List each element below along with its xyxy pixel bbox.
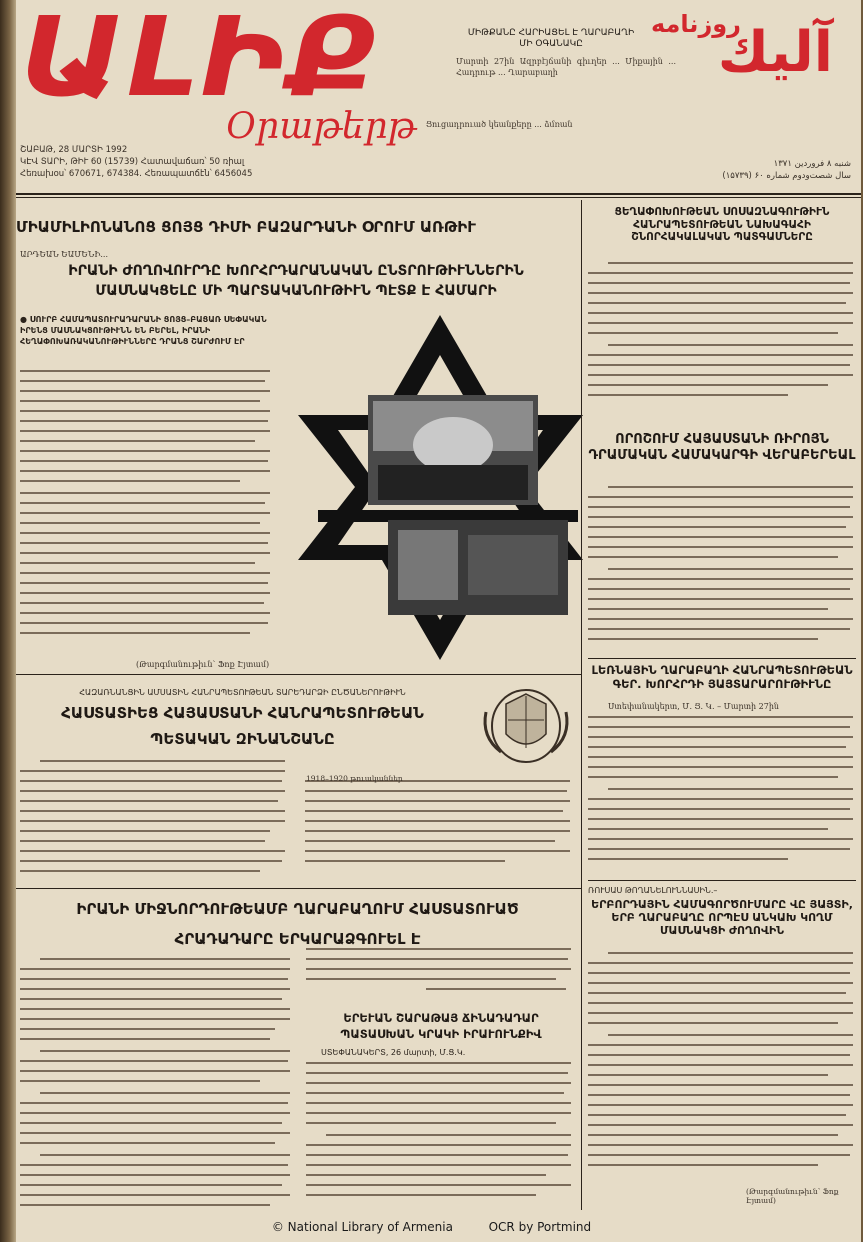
- persian-date: شنبه ۸ فروردین ۱۳۷۱: [773, 159, 851, 169]
- masthead-arabic-subtitle: روزنامه: [651, 10, 741, 38]
- bottom-title-1: ԻՐԱՆԻ ՄԻՋՆՈՐԴՈՒԹԵԱՄԲ ՂԱՐԱԲԱՂՈՒՄ ՀԱՍՏԱՏՈՒԱԾ: [76, 900, 519, 918]
- page-binding-edge: [0, 0, 16, 1242]
- bottom-rule: [16, 888, 581, 889]
- main-body-lines: [20, 370, 275, 655]
- middle-title-1: ՀԱՍՏԱՏԻԵՑ ՀԱՅԱՍՏԱՆԻ ՀԱՆՐԱՊԵՏՈՒԹԵԱՆ: [61, 704, 424, 722]
- right-article2-body: [588, 486, 856, 654]
- bottom-body-right: [306, 1062, 576, 1212]
- top-brief-body-2: Ցուցադրուած կեանքերը ... ձմռան: [426, 119, 573, 129]
- main-title-2: ՄԱՍՆԱԿՑԵԼԸ ՄԻ ՊԱՐՏԱԿԱՆՈՒԹԻՒՆ ՊԷՏՔ Է ՀԱՄԱՐԻ: [95, 283, 497, 299]
- bottom-title-2: ՀՐԱԴԱԴԱՐԸ ԵՐԿԱՐԱՁԳՈՒԵԼ Է: [174, 930, 421, 948]
- bottom-subtitle-1: ԵՐԵՒԱՆ ՇԱՐԱԹԱՅ ՃԻՆԱԴԱԴԱՐ: [343, 1011, 539, 1025]
- right-article4-kicker: ՌՈՒՍԱՍ ԹՈՂԱՆԵԼՈՒՆՆԱՍԻՆ.–: [588, 886, 718, 895]
- issue-year: ԿԷՎ ՏԱՐԻ, ԹԻՒ 60 (15739) Հատավաճառ՝ 50 ռիալ: [20, 157, 245, 167]
- issue-phones: Հեռախօս՝ 670671, 674384. Հեռապատճէն՝ 6456045: [20, 169, 253, 179]
- top-brief: [426, 28, 676, 130]
- right-credit: (Թարգմանութիւն՝ Ֆոք Էյտամ): [746, 1187, 839, 1205]
- issue-persian-info: [671, 158, 851, 182]
- middle-kicker: ՀԱԶԱՌՆԱՆՑԻՆ ԱՄՍԱՏԻՆ ՀԱՆՐԱՊԵՏՈՒԹԵԱՆ ՏԱՐԵԴԱՐՁԻ ԸՆԾԱՆԵՐՈՒԹԻՒՆ: [79, 688, 406, 697]
- right-article3-body: [588, 716, 856, 872]
- column-rule: [581, 200, 582, 1210]
- scan-footer: [0, 1220, 863, 1234]
- bottom-body-right-top: [306, 948, 576, 1000]
- masthead-title: ԱԼԻՔ: [20, 0, 380, 121]
- coat-of-arms-emblem: [476, 682, 576, 767]
- right-article1-body: [588, 262, 856, 412]
- top-brief-body-1: Մարտի 27ին Ազրբէյճանի գիւղեր ... Միքային ... Հադրութ ... Ղարաբաղի: [456, 56, 676, 78]
- main-body-text: [20, 370, 275, 655]
- right-article4-title: ԵՐԲՈՐԴԱՅԻՆ ՀԱՄԱԳՈՐԾՈՒՄԱՐԸ ՎԸ ՅԱՅՏԻ, ԵՐԲ ՂԱՐԱԲԱՂԸ ՈՐՊԷՍ ԱՆԿԱԽ ԿՈՂՄ ՄԱՍՆԱԿՑԻ ԺՈՂՈՎԻՆ: [591, 898, 853, 938]
- middle-dates: 1918–1920 թուականներ: [306, 774, 403, 783]
- bottom-body-left: [20, 958, 300, 1220]
- footer-library: © National Library of Armenia: [271, 1220, 453, 1234]
- top-brief-title-1: ՄԻԹՔԱՆԸ ՀԱՐԻԱՑԵԼ Է ՂԱՐԱԲԱՂԻ: [467, 28, 635, 38]
- middle-body: [20, 760, 575, 890]
- footer-ocr: OCR by Portmind: [488, 1220, 592, 1234]
- newspaper-page: [16, 0, 861, 1242]
- bottom-sub-place: ՍՏԵՓԱՆԱԿԵՐՏ, 26 մարտի, Մ.Ց.Կ.: [321, 1048, 466, 1057]
- top-brief-title-2: ՄԻ ՕԳԱՆԱԿԸ: [519, 38, 583, 49]
- persian-issue: سال شصت‌ودوم شماره ۶۰ (۱۵۷۳۹): [722, 171, 851, 181]
- issue-date: ՇԱԲԱԹ, 28 ՄԱՐՏԻ 1992: [20, 145, 128, 155]
- middle-title-2: ՊԵՏԱԿԱՆ ԶԻՆԱՆՇԱՆԸ: [150, 730, 335, 748]
- right-article3-title: ԼԵՌՆԱՅԻՆ ՂԱՐԱԲԱՂԻ ՀԱՆՐԱՊԵՏՈՒԹԵԱՆ ԳԵՐ. ԽՈՐՀՐԴԻ ՅԱՅՏԱՐԱՐՈՒԹԻՒՆԸ: [591, 663, 853, 691]
- main-kicker: ՄԻԱՄԻԼԻՈՆԱՆՈՑ ՑՈՅՑ ԴԻՄԻ ԲԱԶԱՐԴԱՆԻ ՕՐՈՒՄ ԱՌԹԻՒ: [16, 218, 476, 236]
- right-article3-place: Ստեփանակերտ, Մ. Ց. Կ. – Մարտի 27ին: [608, 702, 780, 711]
- header-rule: [16, 193, 861, 195]
- main-overline: ԱՐԴԵԱՆ ԵԱՄԵՆԻ...: [20, 250, 108, 259]
- right-rule-1: [588, 658, 856, 659]
- middle-rule: [16, 674, 581, 675]
- right-article4-body: [588, 952, 856, 1192]
- masthead-arabic-title: آليك: [717, 20, 833, 85]
- main-title-1: ԻՐԱՆԻ ԺՈՂՈՎՈՒՐԴԸ ԽՈՐՀՐԴԱՐԱՆԱԿԱՆ ԸՆՏՐՈՒԹԻՒՆՆԵՐԻՆ: [68, 263, 524, 279]
- main-lead: ● ՍՈՒՐԲ ՀԱՄԱՊԱՏՈՒՐԱԴԱՐԱՆԻ ՑՈՅՑ–ԲԱՑԱՌ ՍԵՓԱԿԱՆ ԻՐԵՆՑ ՄԱՍՆԱԿՑՈՒԹԻՒՆՆ ԵՆ ԲԵՐԵԼ, ԻՐԱՆԻ ՀԵՂԱՓՈԽԱՌԱԿԱՆՈՒԹԻՒՆՆԵՐԸ ԴՐԱՆՑ ՇԱՐԺՈՒՄ ԷՐ: [20, 315, 267, 346]
- right-rule-2: [588, 880, 856, 881]
- bottom-subtitle-2: ՊԱՏԱՍԽԱՆ ԿՐԱԿԻ ԻՐԱՒՈՒՆՔԻՎ: [340, 1027, 542, 1041]
- issue-info: [20, 144, 320, 180]
- right-article2-title: ՈՐՈՇՈՒՄ ՀԱՅԱՍՏԱՆԻ ՌԻՐՈՅՆ ԴՐԱՄԱԿԱՆ ՀԱՄԱԿԱՐԳԻ ՎԵՐԱԲԵՐԵԱԼ: [588, 432, 856, 463]
- main-credit: (Թարգմանութիւն՝ Ֆոք Էյտամ): [136, 660, 270, 669]
- header-rule-thin: [16, 197, 861, 198]
- right-article1-title: ՑԵՂԱՓՈԽՈՒԹԵԱՆ ՍՈՍԱԶՆԱԳՈՒԹԻՒՆ ՀԱՆՐԱՊԵՏՈՒԹԵԱՆ ՆԱԽԱԳԱՀԻ ՇՆՈՐՀԱԿԱԼԱԿԱՆ ՊԱՏԳԱՄՆԵՐԸ: [614, 206, 830, 244]
- star-photo: [298, 315, 583, 660]
- masthead-subtitle: Օրաթերթ: [226, 106, 417, 147]
